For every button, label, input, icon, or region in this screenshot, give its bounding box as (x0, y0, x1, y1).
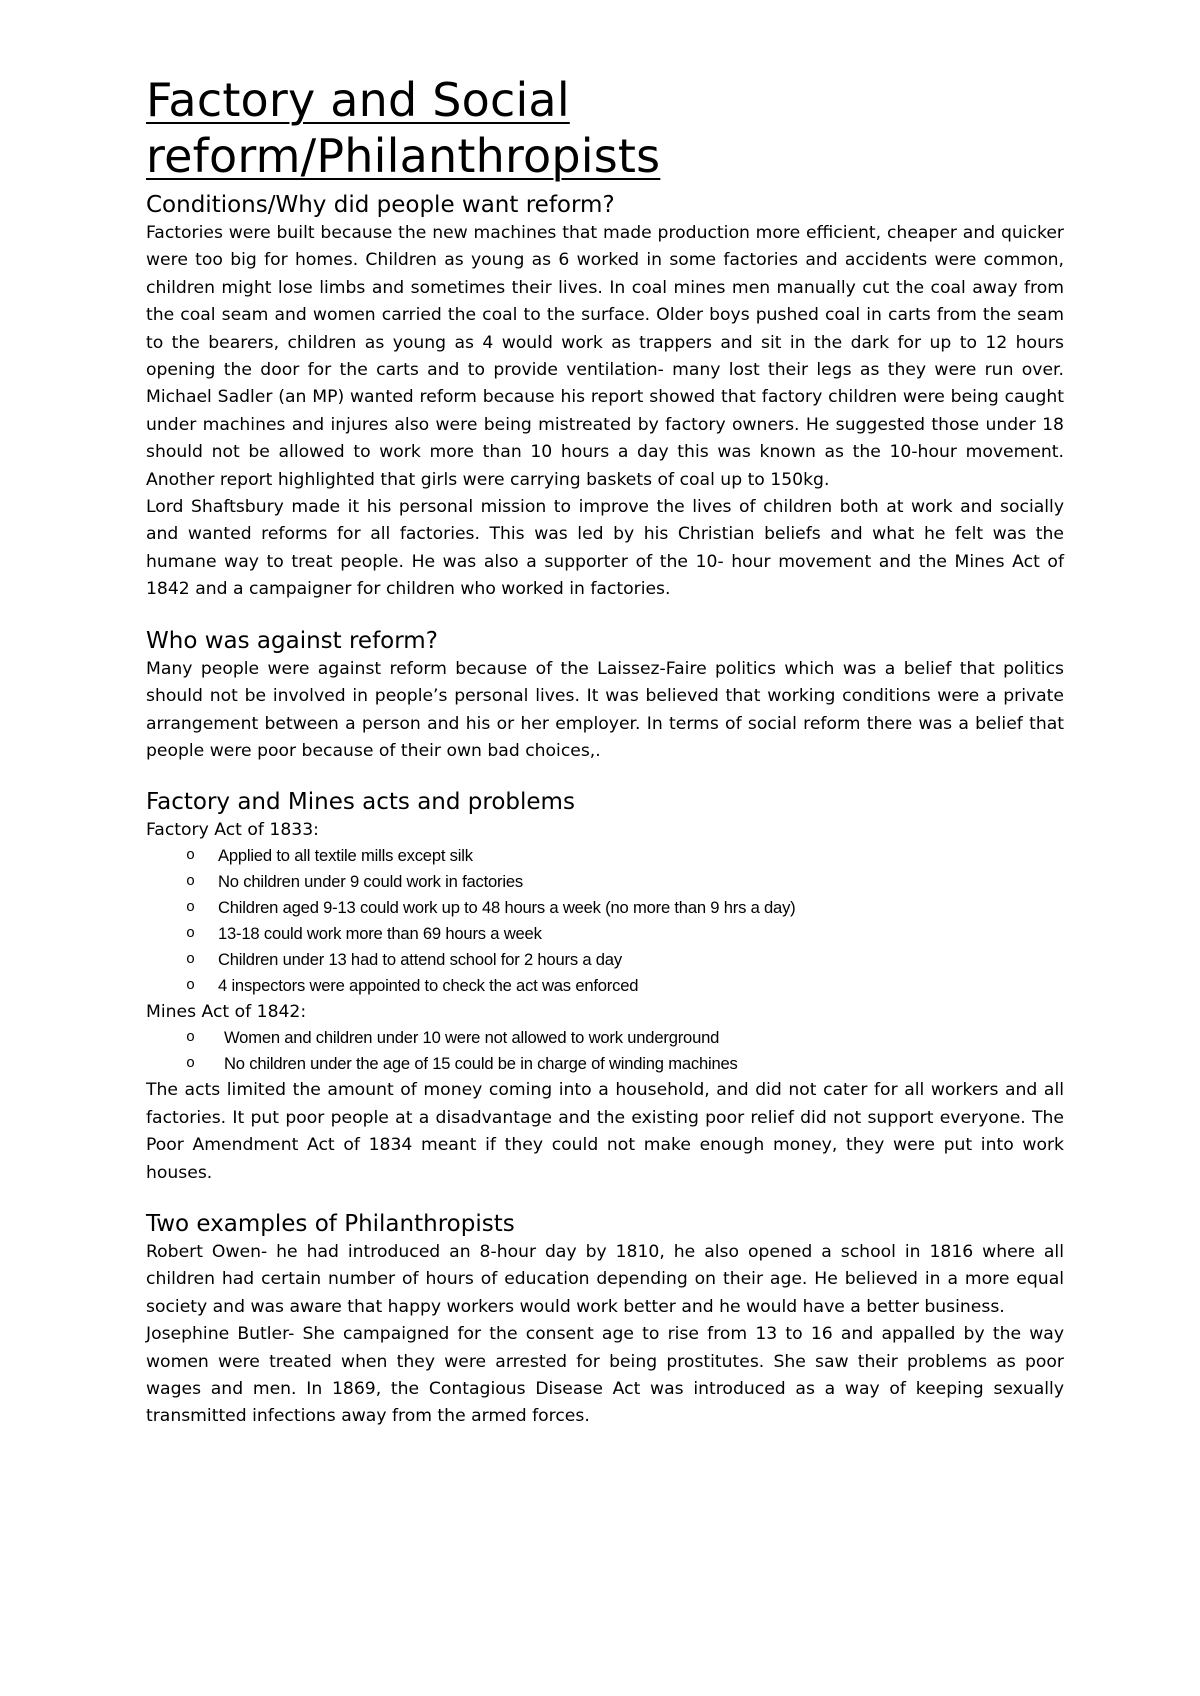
heading-conditions: Conditions/Why did people want reform? (146, 192, 615, 218)
section-against (146, 626, 1064, 766)
mines-act-label: Mines Act of 1842: (146, 1002, 307, 1023)
title-line-1: Factory and Social (146, 73, 570, 127)
list-item: o 4 inspectors were appointed to check the act was enforced (146, 973, 1064, 999)
paragraph-acts: The acts limited the amount of money coming into a household, and did not cater for all workers and all factories. It put poor people at a disadvantage and the existing poor relief did not support everyone. The Poor Amendment Act of 1834 meant if they could not make enough money, they were put into work houses. (146, 1080, 1064, 1183)
bullet-icon: o (186, 951, 195, 969)
paragraph-conditions-1: Factories were built because the new machines that made production more efficient, cheaper and quicker were too big for homes. Children as young as 6 worked in some factories and accidents were common, children might lose limbs and sometimes their lives. In coal mines men manually cut the coal away from the coal seam and women carried the coal to the surface. Older boys pushed coal in carts from the seam to the bearers, children as young as 4 would work as trappers and sit in the dark for up to 12 hours opening the door for the carts and to provide ventilation- many lost their legs as they were run over. Michael Sadler (an MP) wanted reform because his report showed that factory children were being caught under machines and injures also were being mistreated by factory owners. He suggested those under 18 should not be allowed to work more than 10 hours a day this was known as the 10-hour movement. Another report highlighted that girls were carrying baskets of coal up to 150kg. (146, 223, 1064, 490)
bullet-icon: o (186, 925, 195, 943)
section-acts (146, 787, 1064, 1187)
section-conditions (146, 190, 1064, 604)
bullet-icon: o (186, 899, 195, 917)
factory-act-label: Factory Act of 1833: (146, 820, 319, 841)
paragraph-against: Many people were against reform because of the Laissez-Faire politics which was a belief that politics should not be involved in people’s personal lives. It was believed that working conditions were a private arrangement between a person and his or her employer. In terms of social reform there was a belief that people were poor because of their own bad choices,. (146, 658, 1064, 761)
list-item: o Children under 13 had to attend school for 2 hours a day (146, 947, 1064, 973)
section-philanthropists (146, 1209, 1064, 1431)
heading-against: Who was against reform? (146, 627, 438, 654)
bullet-icon: o (186, 873, 195, 891)
document-body (146, 72, 1064, 1431)
paragraph-robert-owen: Robert Owen- he had introduced an 8-hour day by 1810, he also opened a school in 1816 where all children had certain number of hours of education depending on their age. He believed in a more equal society and was aware that happy workers would work better and he would have a better business. (146, 1241, 1064, 1317)
document-title (146, 72, 1064, 184)
bullet-icon: o (186, 1055, 195, 1073)
bullet-icon: o (186, 847, 195, 865)
mines-act-list (146, 1025, 1064, 1077)
heading-philanthropists: Two examples of Philanthropists (146, 1210, 515, 1237)
bullet-icon: o (186, 977, 195, 995)
factory-act-list (146, 843, 1064, 999)
paragraph-conditions-2: Lord Shaftsbury made it his personal mission to improve the lives of children both at work and socially and wanted reforms for all factories. This was led by his Christian beliefs and what he felt was the humane way to treat people. He was also a supporter of the 10- hour movement and the Mines Act of 1842 and a campaigner for children who worked in factories. (146, 497, 1064, 600)
bullet-icon: o (186, 1029, 195, 1047)
title-line-2: reform/Philanthropists (146, 129, 661, 183)
list-item: o Applied to all textile mills except silk (146, 843, 1064, 869)
list-item: o Women and children under 10 were not allowed to work underground (146, 1025, 1064, 1051)
list-item: o No children under the age of 15 could be in charge of winding machines (146, 1051, 1064, 1077)
paragraph-josephine-butler: Josephine Butler- She campaigned for the consent age to rise from 13 to 16 and appalled by the way women were treated when they were arrested for being prostitutes. She saw their problems as poor wages and men. In 1869, the Contagious Disease Act was introduced as a way of keeping sexually transmitted infections away from the armed forces. (146, 1324, 1064, 1427)
list-item: o Children aged 9-13 could work up to 48 hours a week (no more than 9 hrs a day) (146, 895, 1064, 921)
list-item: o No children under 9 could work in factories (146, 869, 1064, 895)
heading-acts: Factory and Mines acts and problems (146, 789, 575, 816)
list-item: o 13-18 could work more than 69 hours a week (146, 921, 1064, 947)
